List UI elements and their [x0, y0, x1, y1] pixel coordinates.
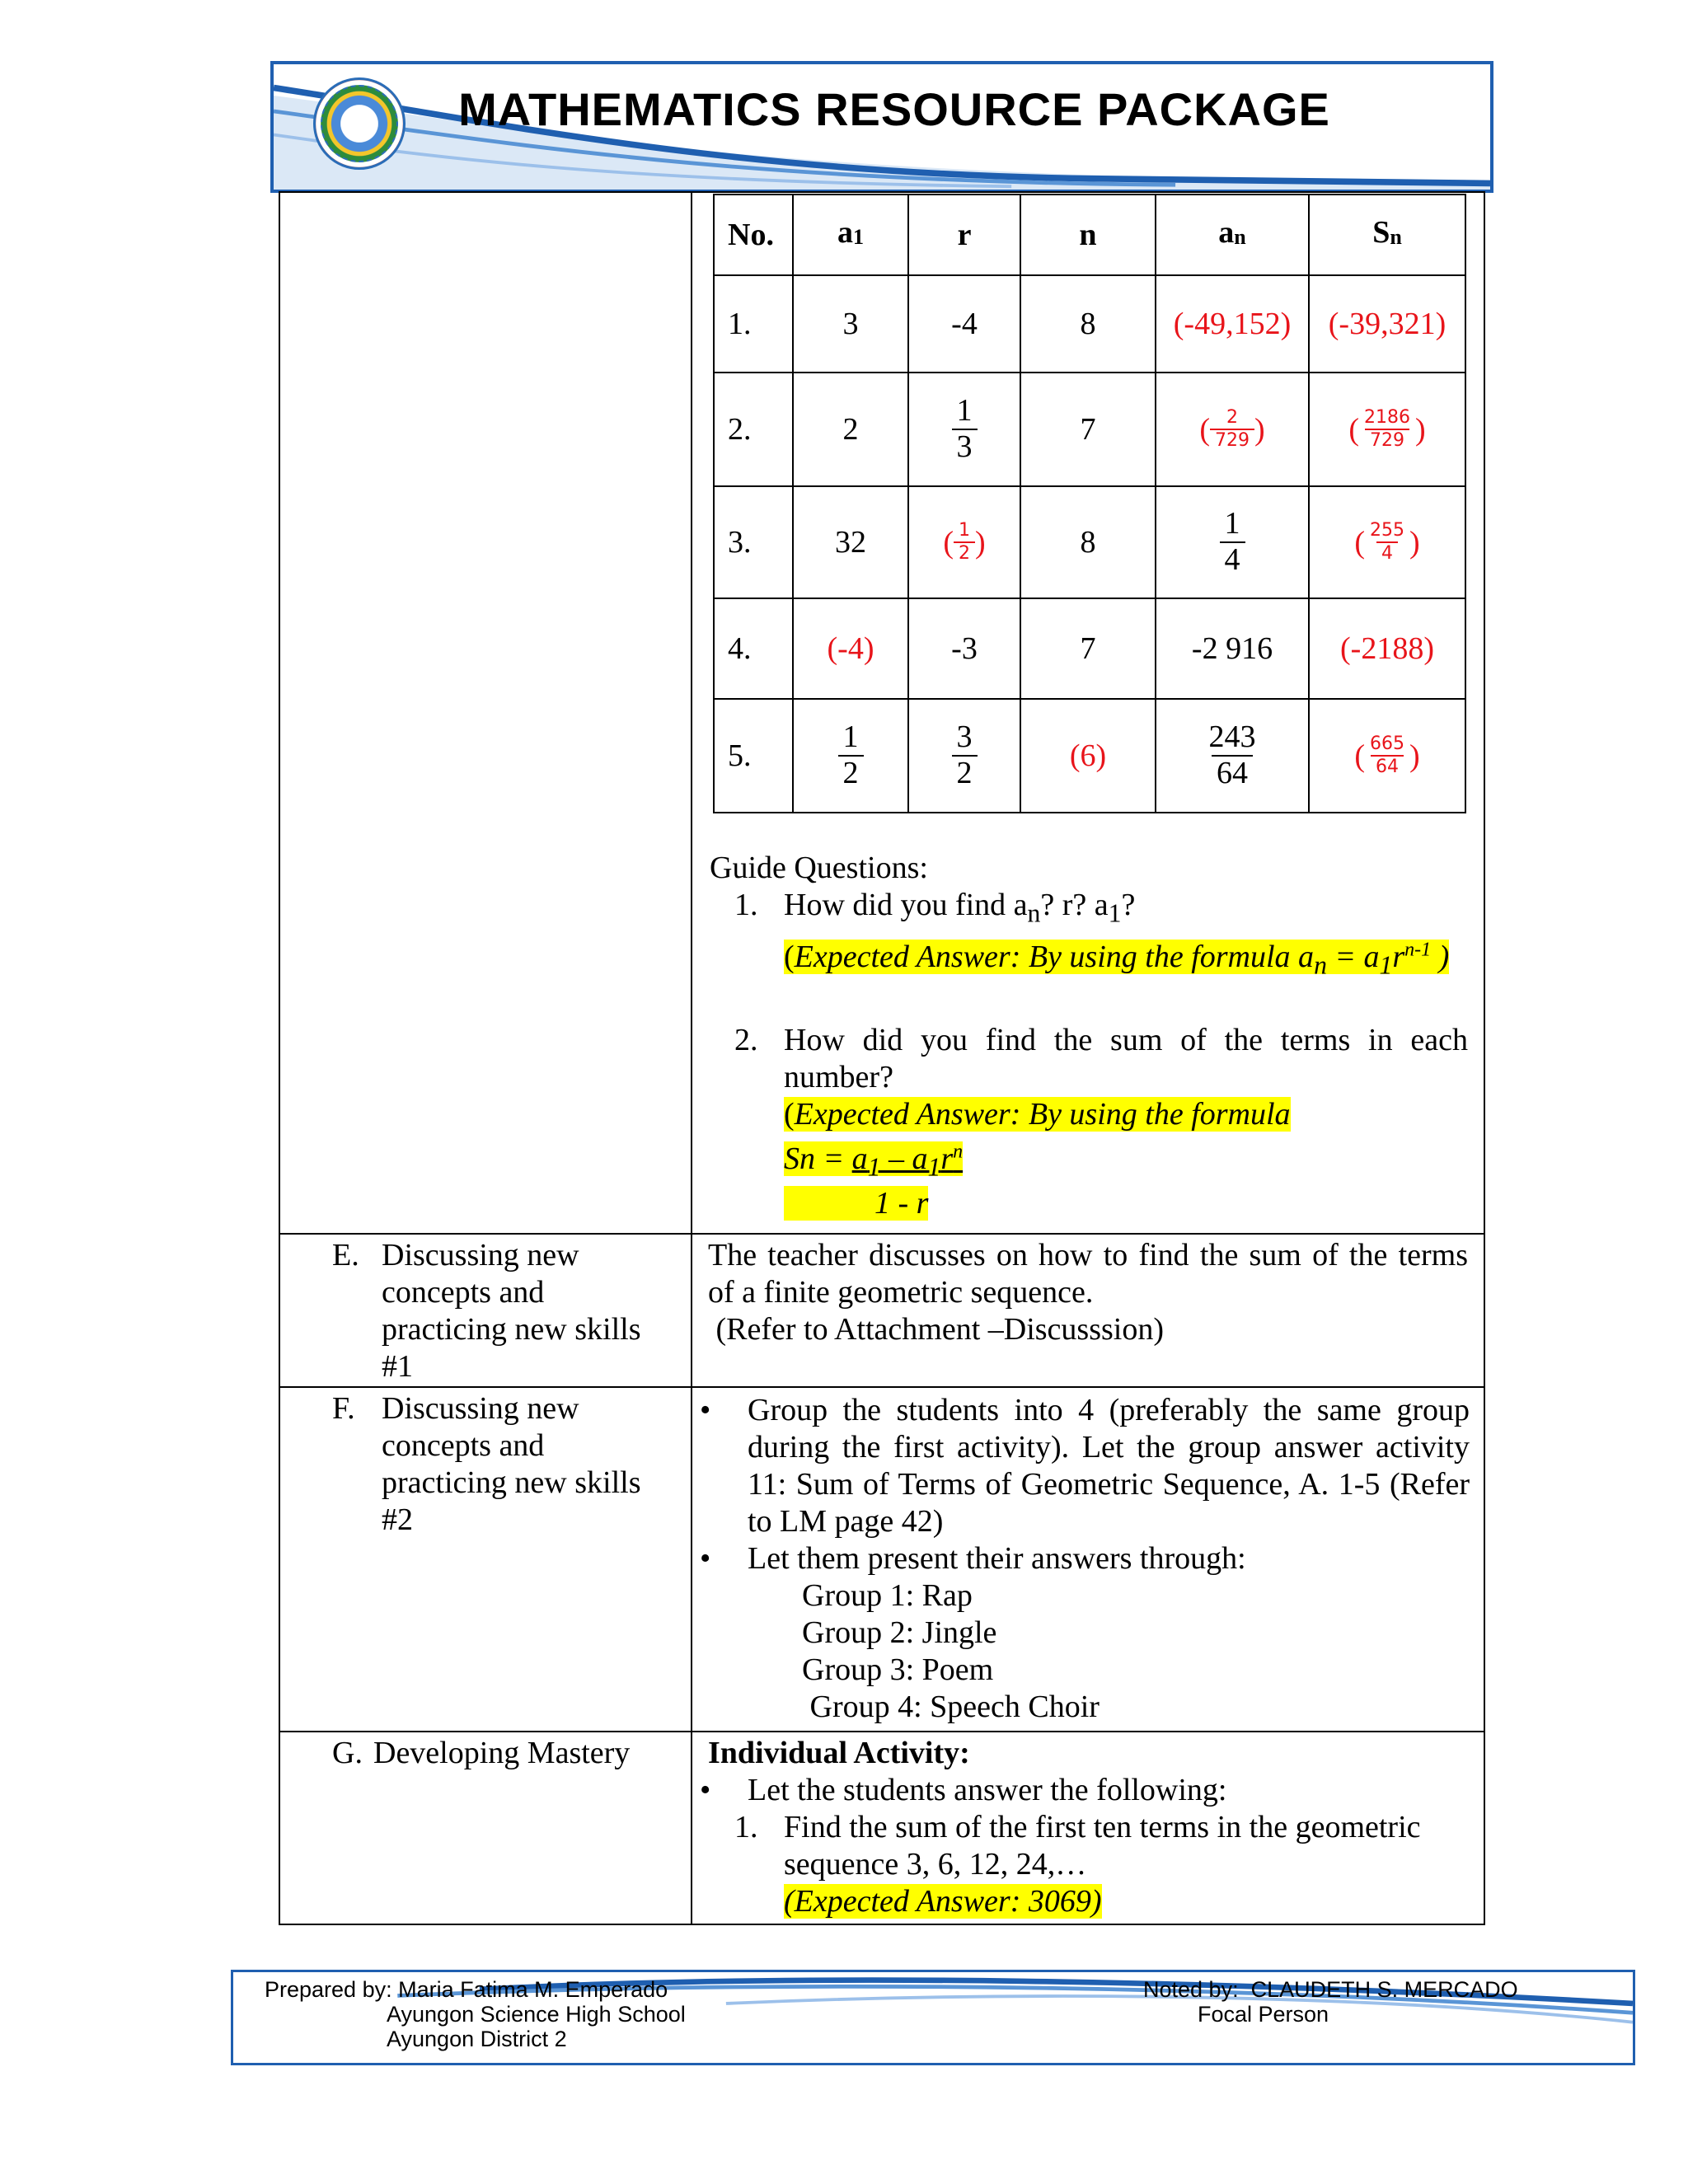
empty-left-cell: [279, 192, 692, 1234]
table-row: [714, 598, 1465, 699]
section-letter: E.: [332, 1238, 359, 1272]
cell-no: 2.: [714, 373, 793, 486]
table-row: [714, 275, 1465, 373]
cell-sn: (-2188): [1309, 598, 1465, 699]
guide-title: Guide Questions:: [710, 851, 928, 885]
group-item: Group 4: Speech Choir: [802, 1690, 1100, 1724]
cell-sn: (-39,321): [1309, 275, 1465, 373]
cell-an: $\frac{1}{4}$: [1156, 486, 1309, 598]
lesson-row-continuation: [279, 192, 1484, 1234]
lesson-row-f: [279, 1387, 1484, 1732]
cell-an: $\frac{243}{64}$: [1156, 699, 1309, 813]
lesson-row-e: [279, 1234, 1484, 1387]
question-text: How did you find $a_n$? r? $a_1$?: [784, 888, 1136, 928]
cell-an: (-49,152): [1156, 275, 1309, 373]
expected-answer: (Expected Answer: 3069): [784, 1884, 1102, 1919]
table-row: [714, 486, 1465, 598]
table-row: [714, 699, 1465, 813]
activity-content-cell: [692, 192, 1484, 1234]
header-banner: [270, 61, 1493, 193]
section-label-cell: [279, 1732, 692, 1924]
cell-a1: 3: [793, 275, 908, 373]
bullet-icon: •: [700, 1773, 711, 1807]
group-item: Group 1: Rap: [802, 1578, 973, 1613]
section-label: Discussing new concepts and practicing new skills #2: [382, 1391, 641, 1537]
header-n: n: [1020, 194, 1156, 275]
bullet-icon: •: [700, 1393, 711, 1427]
cell-a1: 32: [793, 486, 908, 598]
cell-n: 8: [1020, 486, 1156, 598]
expected-answer: (Expected Answer: By using the formula $a_n = a_1r^{n-1}$ ): [784, 939, 1450, 980]
cell-no: 4.: [714, 598, 793, 699]
guide-question-2: 2. How did you find the sum of the terms in each number? (Expected Answer: By using the formula $Sn = a_1 - a_1r^n$ 1 - r: [734, 1022, 1468, 1221]
table-row: [714, 373, 1465, 486]
header-an: an: [1156, 194, 1309, 275]
cell-a1: $\frac{1}{2}$: [793, 699, 908, 813]
footer-banner: [231, 1970, 1635, 2065]
district-name: Ayungon District 2: [387, 2027, 567, 2051]
sum-formula-denominator: 1 - r: [784, 1185, 1468, 1222]
guide-question-1: 1. How did you find $a_n$? r? $a_1$? (Expected Answer: By using the formula $a_n = a_1r^{n-1}$ ): [734, 887, 1483, 984]
bullet-icon: •: [700, 1541, 711, 1576]
prepared-by: Prepared by: Maria Fatima M. Emperado: [265, 1977, 668, 2002]
cell-n: 7: [1020, 598, 1156, 699]
list-item: • Let them present their answers through:: [696, 1540, 1470, 1577]
cell-n: 7: [1020, 373, 1156, 486]
section-letter: G.: [332, 1736, 363, 1770]
lesson-row-g: [279, 1732, 1484, 1924]
cell-no: 5.: [714, 699, 793, 813]
page-title: MATHEMATICS RESOURCE PACKAGE: [458, 83, 1330, 135]
cell-n: (6): [1020, 699, 1156, 813]
cell-r: -3: [908, 598, 1020, 699]
section-content-cell: [692, 1387, 1484, 1732]
cell-an: ( $\frac{2}{729}$ ): [1156, 373, 1309, 486]
sum-formula: $Sn = a_1 - a_1r^n$: [784, 1140, 964, 1182]
section-label: Discussing new concepts and practicing new skills #1: [382, 1238, 641, 1384]
discussion-text: The teacher discusses on how to find the sum of the terms of a finite geometric sequence.: [708, 1238, 1468, 1310]
cell-r: $\frac{3}{2}$: [908, 699, 1020, 813]
cell-sn: ( $\frac{2186}{729}$ ): [1309, 373, 1465, 486]
lesson-plan-table: [279, 191, 1485, 1925]
cell-r: $\frac{1}{3}$: [908, 373, 1020, 486]
section-content-cell: [692, 1234, 1484, 1387]
discussion-reference: (Refer to Attachment –Discusssion): [708, 1312, 1165, 1347]
cell-r: ( $\frac{1}{2}$ ): [908, 486, 1020, 598]
noted-by: Noted by: CLAUDETH S. MERCADO: [1143, 1977, 1518, 2002]
focal-person-role: Focal Person: [1198, 2002, 1329, 2027]
cell-sn: ( $\frac{255}{4}$ ): [1309, 486, 1465, 598]
cell-r: -4: [908, 275, 1020, 373]
header-sn: Sn: [1309, 194, 1465, 275]
cell-n: 8: [1020, 275, 1156, 373]
table-header-row: [714, 194, 1465, 275]
school-name: Ayungon Science High School: [387, 2002, 686, 2027]
activity-item: 1. Find the sum of the first ten terms in the geometric sequence 3, 6, 12, 24,… (Expected Answer: 3069): [696, 1809, 1470, 1920]
cell-no: 3.: [714, 486, 793, 598]
list-item: • Let the students answer the following:: [696, 1772, 1470, 1809]
cell-a1: 2: [793, 373, 908, 486]
group-item: Group 2: Jingle: [802, 1615, 997, 1650]
section-content-cell: [692, 1732, 1484, 1924]
section-label-cell: [279, 1234, 692, 1387]
section-label: Developing Mastery: [373, 1736, 631, 1770]
guide-questions: [710, 850, 1483, 1222]
group-item: Group 3: Poem: [802, 1652, 994, 1687]
geometric-sequence-table: [713, 194, 1466, 813]
header-a1: a1: [793, 194, 908, 275]
cell-sn: ( $\frac{665}{64}$ ): [1309, 699, 1465, 813]
question-text: How did you find the sum of the terms in each number?: [784, 1022, 1468, 1094]
section-label-cell: [279, 1387, 692, 1732]
cell-a1: (-4): [793, 598, 908, 699]
activity-heading: Individual Activity:: [708, 1736, 970, 1770]
cell-no: 1.: [714, 275, 793, 373]
expected-answer: (Expected Answer: By using the formula: [784, 1096, 1291, 1132]
header-no: No.: [714, 194, 793, 275]
section-letter: F.: [332, 1391, 355, 1426]
header-r: r: [908, 194, 1020, 275]
list-item: • Group the students into 4 (preferably the same group during the first activity). Let the group answer activity 11: Sum of Terms of Geometric Sequence, A. 1-5 (Refer to LM page 42): [696, 1392, 1470, 1540]
cell-an: -2 916: [1156, 598, 1309, 699]
